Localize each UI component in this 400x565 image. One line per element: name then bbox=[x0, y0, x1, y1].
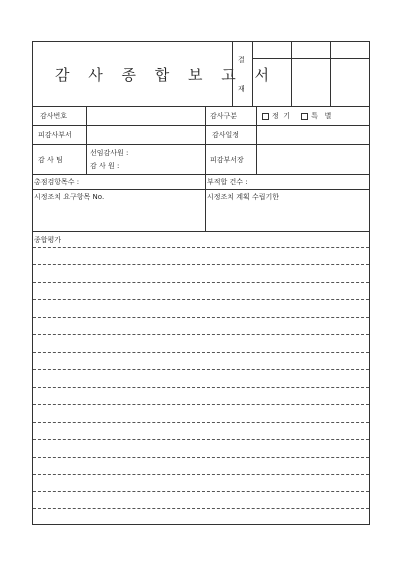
corrective-items-label: 시정조치 요구항목 No. bbox=[34, 193, 105, 201]
audit-type-options: 정 기 특 별 bbox=[262, 112, 331, 120]
audit-type-label: 감사구분 bbox=[210, 112, 238, 120]
checkbox-regular[interactable] bbox=[262, 113, 269, 120]
approval-header-line bbox=[252, 58, 370, 59]
dashed-line bbox=[33, 264, 369, 265]
dashed-line bbox=[33, 491, 369, 492]
dashed-line bbox=[33, 422, 369, 423]
dashed-line bbox=[33, 404, 369, 405]
corrective-deadline-label: 시정조치 계획 수립기한 bbox=[207, 193, 280, 201]
dashed-line bbox=[33, 334, 369, 335]
dashed-line bbox=[33, 247, 369, 248]
auditor-label: 감 사 원 : bbox=[90, 162, 120, 170]
row-line-1 bbox=[32, 125, 370, 126]
approval-label-bottom: 재 bbox=[238, 85, 245, 93]
audited-dept-head-label: 피감부서장 bbox=[210, 156, 244, 164]
approval-divider bbox=[232, 41, 233, 106]
dashed-line bbox=[33, 439, 369, 440]
audit-number-label: 감사번호 bbox=[40, 112, 68, 120]
dashed-line bbox=[33, 352, 369, 353]
dashed-line bbox=[33, 508, 369, 509]
col-divider-3 bbox=[256, 106, 257, 174]
audit-schedule-label: 감사일정 bbox=[212, 131, 240, 139]
row-line-4 bbox=[32, 189, 370, 190]
approval-col-3 bbox=[330, 41, 331, 106]
page-title: 감 사 종 합 보 고 서 bbox=[55, 66, 277, 84]
dashed-line bbox=[33, 474, 369, 475]
row-line-2 bbox=[32, 144, 370, 145]
nonconformity-label: 부적합 건수 : bbox=[207, 178, 248, 186]
lead-auditor-label: 선임감사원 : bbox=[90, 149, 129, 157]
dashed-line bbox=[33, 457, 369, 458]
audited-dept-label: 피감사부서 bbox=[38, 131, 72, 139]
col-divider-2 bbox=[205, 106, 206, 174]
audit-team-label: 감 사 팀 bbox=[38, 156, 63, 164]
approval-col-2 bbox=[291, 41, 292, 106]
dashed-line bbox=[33, 369, 369, 370]
dashed-line bbox=[33, 299, 369, 300]
col-divider-4 bbox=[205, 174, 206, 231]
approval-label-top: 결 bbox=[238, 56, 245, 64]
dashed-line bbox=[33, 317, 369, 318]
row-line-5 bbox=[32, 231, 370, 232]
title-separator bbox=[32, 106, 370, 107]
overall-evaluation-label: 종합평가 bbox=[34, 236, 62, 244]
key-findings-label: 총점검항목수 : bbox=[34, 178, 80, 186]
approval-col-1 bbox=[252, 41, 253, 106]
col-divider-1 bbox=[86, 106, 87, 174]
row-line-3 bbox=[32, 174, 370, 175]
checkbox-special[interactable] bbox=[301, 113, 308, 120]
dashed-line bbox=[33, 282, 369, 283]
dashed-line bbox=[33, 387, 369, 388]
